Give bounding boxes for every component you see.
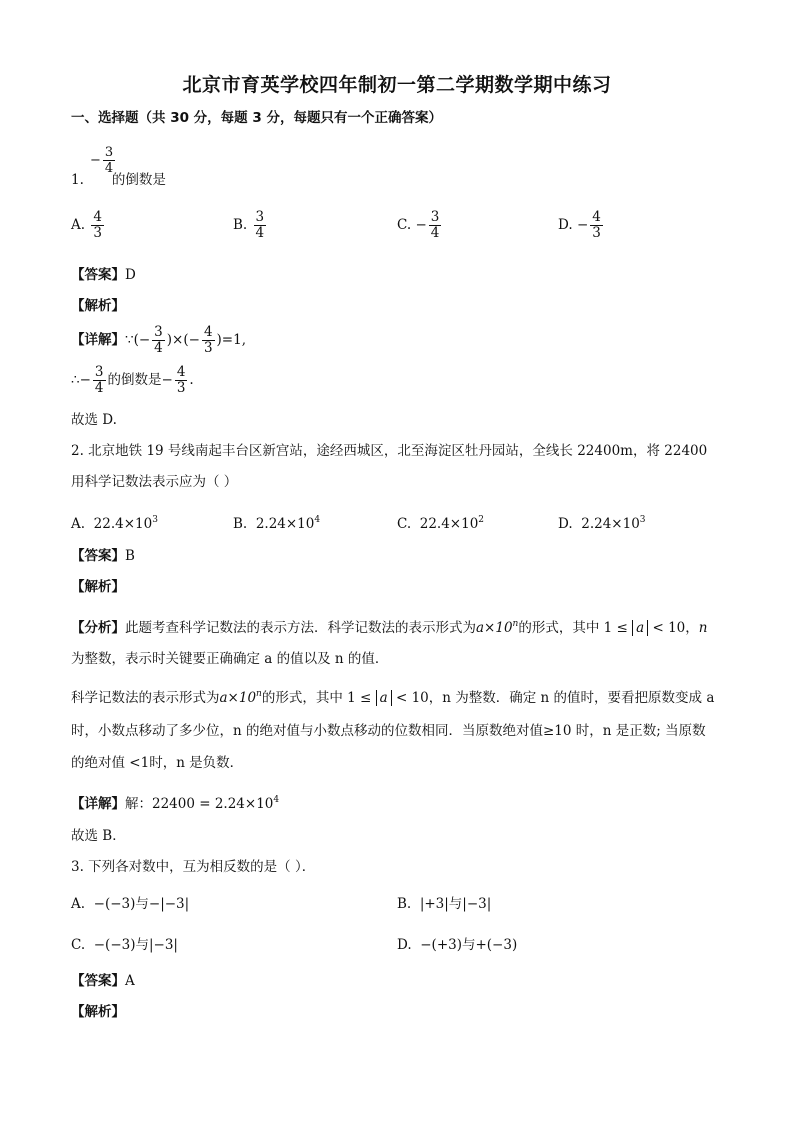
q3-stem: 3. 下列各对数中，互为相反数的是（ ）． xyxy=(71,859,316,875)
q3-option-c: C. −(−3)与|−3| xyxy=(71,937,178,953)
q1-option-c: C. − $\frac{3}{4}$ xyxy=(397,209,440,241)
q2-fenxi-line2: 为整数，表示时关键要正确确定 a 的值以及 n 的值． xyxy=(71,651,389,667)
q2-detail: 【详解】解：$22400 = 2.24\times 10^4$ xyxy=(71,795,280,812)
q1-stem: 1. 的倒数是 xyxy=(71,172,166,188)
q2-answer: 【答案】B xyxy=(71,548,135,564)
q3-option-d: D. −(+3)与+(−3) xyxy=(397,937,518,953)
q3-analysis-tag: 【解析】 xyxy=(71,1004,125,1020)
q1-choose: 故选 D. xyxy=(71,412,117,428)
q2-option-c: C. $22.4\times 10^2$ xyxy=(397,515,485,532)
q2-analysis-tag: 【解析】 xyxy=(71,579,125,595)
q1-answer: 【答案】D xyxy=(71,267,136,283)
q2-sci-line3: 的绝对值 <1时，n 是负数． xyxy=(71,755,244,771)
section-heading: 一、选择题（共 30 分，每题 3 分，每题只有一个正确答案） xyxy=(71,110,442,126)
q2-sci-line2: 时，小数点移动了多少位，n 的绝对值与小数点移动的位数相同．当原数绝对值≥10 时，n 是正数; 当原数 xyxy=(71,723,706,739)
q1-analysis-tag: 【解析】 xyxy=(71,298,125,314)
q2-option-d: D. $2.24\times 10^3$ xyxy=(558,515,646,532)
q2-option-a: A. $22.4\times 10^3$ xyxy=(71,515,158,532)
q2-sci-line1: 科学记数法的表示形式为$a\times 10^n$的形式，其中 1 ≤ a < 10，n 为整数．确定 n 的值时，要看把原数变成 a xyxy=(71,689,715,706)
q2-option-b: B. $2.24\times 10^4$ xyxy=(233,515,321,532)
q3-option-a: A. −(−3)与−|−3| xyxy=(71,896,190,912)
q1-stem-fraction: − $\frac{3}{4}$ xyxy=(90,145,114,176)
q3-answer: 【答案】A xyxy=(71,973,135,989)
q3-option-b: B. |+3|与|−3| xyxy=(397,896,492,912)
q2-stem-line2: 用科学记数法表示应为（ ） xyxy=(71,474,238,490)
q1-option-d: D. − $\frac{4}{3}$ xyxy=(558,209,601,241)
q1-option-b: B. $\frac{3}{4}$ xyxy=(233,209,265,241)
q2-stem-line1: 2. 北京地铁 19 号线南起丰台区新宫站，途经西城区，北至海淀区牡丹园站，全线长 22400m，将 22400 xyxy=(71,443,708,459)
page-title: 北京市育英学校四年制初一第二学期数学期中练习 xyxy=(182,74,612,96)
q2-fenxi-line1: 【分析】此题考查科学记数法的表示方法．科学记数法的表示形式为$a\times 10^n$的形式，其中 1 ≤ a < 10，n xyxy=(71,619,708,636)
q1-option-a: A. $\frac{4}{3}$ xyxy=(71,209,102,241)
q1-detail: 【详解】∵(− $\frac{3}{4}$ )×(− $\frac{4}{3}$ )=1, xyxy=(71,324,246,356)
q1-therefore: ∴− $\frac{3}{4}$ 的倒数是− $\frac{4}{3}$ . xyxy=(71,364,194,396)
q2-choose: 故选 B． xyxy=(71,828,126,844)
